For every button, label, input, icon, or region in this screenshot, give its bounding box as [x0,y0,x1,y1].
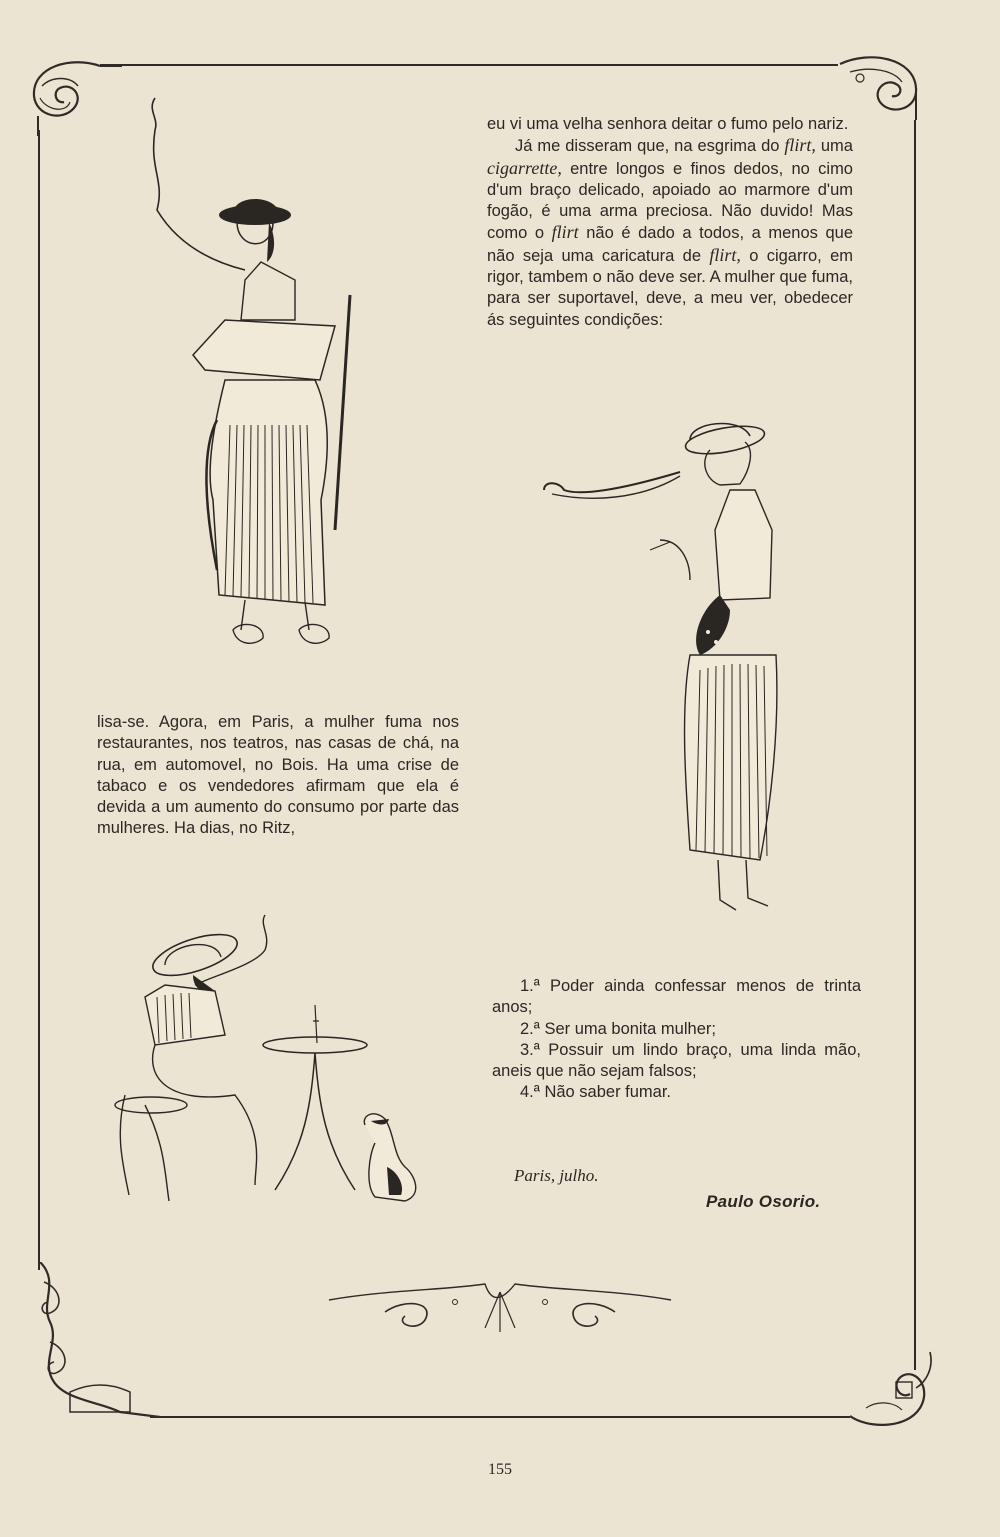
woman-reading-newspaper-illustration [145,90,370,660]
text-run: entre longos e finos dedos, no cimo d'um braço delicado, apoiado ao marmore d'um fogão, é uma arma preciosa. Não duvido! Mas como o [487,159,853,243]
text-run: não é dado a todos, a menos que não seja uma caricatura de [487,224,853,265]
italic-term-flirt: flirt [551,222,579,243]
italic-term-flirt: flirt, [784,135,816,156]
page-number: 155 [488,1461,512,1478]
author-signature: Paulo Osorio. [706,1192,821,1211]
corner-ornament-bottom-right [846,1348,940,1434]
condition-1: 1.ª Poder ainda confessar menos de trinta anos; [492,977,861,1017]
frame-right-line [914,120,916,1370]
decorative-flourish-divider [325,1272,675,1342]
condition-3: 3.ª Possuir um lindo braço, uma linda mão, aneis que não sejam falsos; [492,1040,861,1081]
paragraph-2 [487,135,853,331]
text-run: uma [815,137,853,156]
conditions-list [492,976,861,1104]
condition-4: 4.ª Não saber fumar. [520,1083,672,1102]
paragraph-1: eu vi uma velha senhora deitar o fumo pelo nariz. [487,115,849,133]
frame-bottom-line [150,1416,850,1418]
italic-term-flirt: flirt, [709,244,741,265]
text-run: Já me disseram que, na esgrima do [515,137,785,156]
woman-at-cafe-table-with-dog-illustration [105,905,435,1215]
corner-ornament-bottom-left [30,1262,170,1422]
corner-ornament-top-left [22,56,132,146]
frame-top-line [100,64,838,66]
article-text-left-middle [97,712,459,840]
place-date: Paris, julho. [514,1166,599,1185]
article-text-right-top [487,114,853,331]
italic-term-cigarrette: cigarrette, [487,157,562,178]
woman-smoking-long-cigarette-illustration [540,410,800,920]
frame-left-line [38,130,40,1270]
paragraph-3: lisa-se. Agora, em Paris, a mulher fuma nos restaurantes, nos teatros, nas casas de chá, na rua, em automovel, no Bois. Ha uma crise de tabaco e os vendedores afirmam que ela é devida a um aumento do consumo por parte das mulheres. Ha dias, no Ritz, [97,713,459,838]
text-run: o cigarro, em rigor, tambem o não deve ser. A mulher que fuma, para ser suportavel, deve, a meu ver, obedecer ás seguintes condições: [487,246,853,329]
condition-2: 2.ª Ser uma bonita mulher; [520,1019,716,1038]
